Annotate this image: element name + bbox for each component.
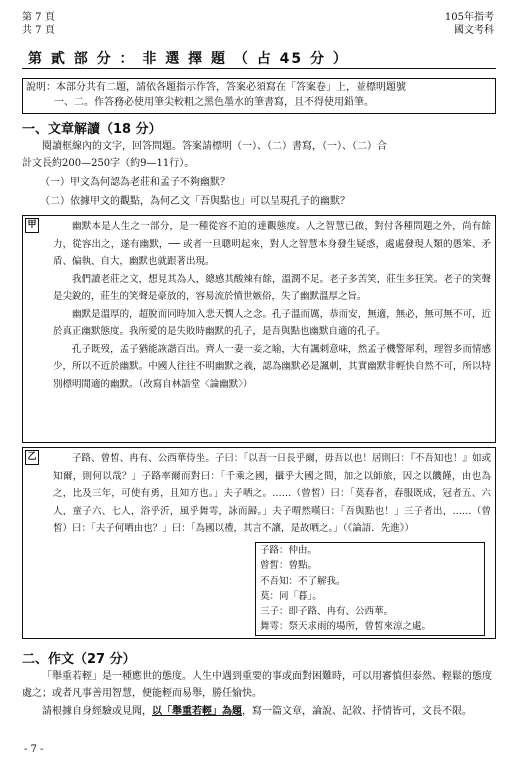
question-2-heading: 二、作文（27 分） xyxy=(22,652,136,667)
sub-question-1: （一）甲文為何認為老莊和孟子不夠幽默？ xyxy=(40,177,230,188)
glossary-box xyxy=(255,542,485,636)
sub-question-2: （二）依據甲文的觀點，為何乙文「吾與點也」可以呈現孔子的幽默？ xyxy=(40,196,350,207)
question-1-heading: 一、文章解讀（18 分） xyxy=(22,122,162,137)
passage-b-paragraph: 子路、曾皙、冉有、公西華侍坐。子曰：「以吾一日長乎爾，毋吾以也！居則曰：『不吾知也！』如或知爾，則何以哉？」子路率爾而對曰：「千乘之國，攝乎大國之間，加之以師旅，因之以饑饉，由也為之，比及三年，可使有勇，且知方也。」夫子哂之。……（曾皙）曰：「莫春者，春服既成，冠者五、六人，童子六、七人，浴乎沂，風乎舞雩，詠而歸。」夫子喟然嘆曰：「吾與點也！」三子者出，……（曾皙）曰：「夫子何哂由也？」曰：「為國以禮，其言不讓，是故哂之。」（《論語．先進》） xyxy=(53,453,491,534)
glossary-item: 三子：即子路、冉有、公西華。 xyxy=(260,606,394,618)
passage-a-paragraph: 孔子既歿，孟子猶能詼諧百出。齊人一妻一妾之喻，大有諷刺意味，然孟子機警犀利，理智多而情感少，所以不近於幽默。中國人往往不明幽默之義，認為幽默必是諷刺，其實幽默非輕快自然不可，所以特別標明閒適的幽默。（改寫自林語堂〈論幽默〉） xyxy=(53,343,491,390)
question-1-instruction-1: 閱讀框線內的文字，回答問題。答案請標明（一）、（二）書寫，（一）、（二）合 xyxy=(42,141,387,152)
exam-name: 105年指考 xyxy=(444,12,494,23)
passage-a-paragraph: 幽默本是人生之一部分，是一種從容不迫的達觀態度。人之智慧已啟，對付各種問題之外，尚有餘力，從容出之，遂有幽默，── 或者一旦聰明起來，對人之智慧本身發生疑惑，處處發現人類的愚笨、矛盾、偏執、自大，幽默也就跟著出現。 xyxy=(53,221,491,267)
page-number-header: 第 7 頁 xyxy=(22,12,55,23)
passage-a-paragraph: 幽默是溫厚的，超脫而同時加入悲天憫人之念。孔子溫而厲，恭而安，無適，無必，無可無不可，近於真正幽默態度。我所愛的是失敗時幽默的孔子，是吾與點也幽默自適的孔子。 xyxy=(53,308,491,337)
glossary-item: 莫：同「暮」。 xyxy=(260,590,322,602)
instructions-box xyxy=(22,78,496,114)
passage-a-paragraph: 我們讀老莊之文，想見其為人，總感其酸辣有餘，溫潤不足。老子多苦笑，莊生多狂笑。老子的笑聲是尖銳的，莊生的笑聲是豪放的，容易流於憤世嫉俗，失了幽默溫厚之旨。 xyxy=(53,273,491,302)
passage-a-text xyxy=(53,218,491,393)
title-rule xyxy=(22,68,496,69)
question-2-paragraph-2 xyxy=(22,703,492,720)
question-1-instruction-2: 計文長約200—250字（約9—11行）。 xyxy=(22,158,195,169)
passage-a-tag: 甲 xyxy=(25,218,39,233)
passage-b-tag: 乙 xyxy=(25,450,39,465)
question-2-paragraph-1: 「舉重若輕」是一種應世的態度。人生中遇到重要的事或面對困難時，可以用審慎但泰然、輕鬆的態度處之；或者凡事善用智慧，便能輕而易舉，勝任愉快。 xyxy=(22,671,492,699)
passage-b-box xyxy=(22,447,496,639)
question-2-instruction-end: ，寫一篇文章，論說、記敘、抒情皆可，文長不限。 xyxy=(242,706,472,717)
glossary-item: 舞雩：祭天求雨的場所，曾皙來涼之處。 xyxy=(260,621,432,633)
essay-title-requirement: 以「舉重若輕」為題 xyxy=(152,706,242,717)
question-2-instruction-start: 請根據自身經驗或見聞， xyxy=(42,706,152,717)
part-title: 第 貳 部 分 ： 非 選 擇 題 （ 占 45 分 ） xyxy=(28,51,349,67)
instructions-line-2: 一、二。作答務必使用筆尖較粗之黑色墨水的筆書寫，且不得使用鉛筆。 xyxy=(54,97,374,108)
footer-page-number: - 7 - xyxy=(24,744,44,755)
total-pages-header: 共 7 頁 xyxy=(22,25,55,36)
glossary-item: 不吾知：不了解我。 xyxy=(260,575,346,587)
glossary-item: 曾皙：曾點。 xyxy=(260,560,318,572)
passage-a-box xyxy=(22,215,496,443)
glossary-item: 子路：仲由。 xyxy=(260,545,318,556)
instructions-line-1: 說明：本部分共有二題，請依各題指示作答，答案必須寫在「答案卷」上，並標明題號 xyxy=(26,82,406,93)
passage-b-text xyxy=(53,450,491,538)
exam-subject: 國文考科 xyxy=(454,25,494,36)
